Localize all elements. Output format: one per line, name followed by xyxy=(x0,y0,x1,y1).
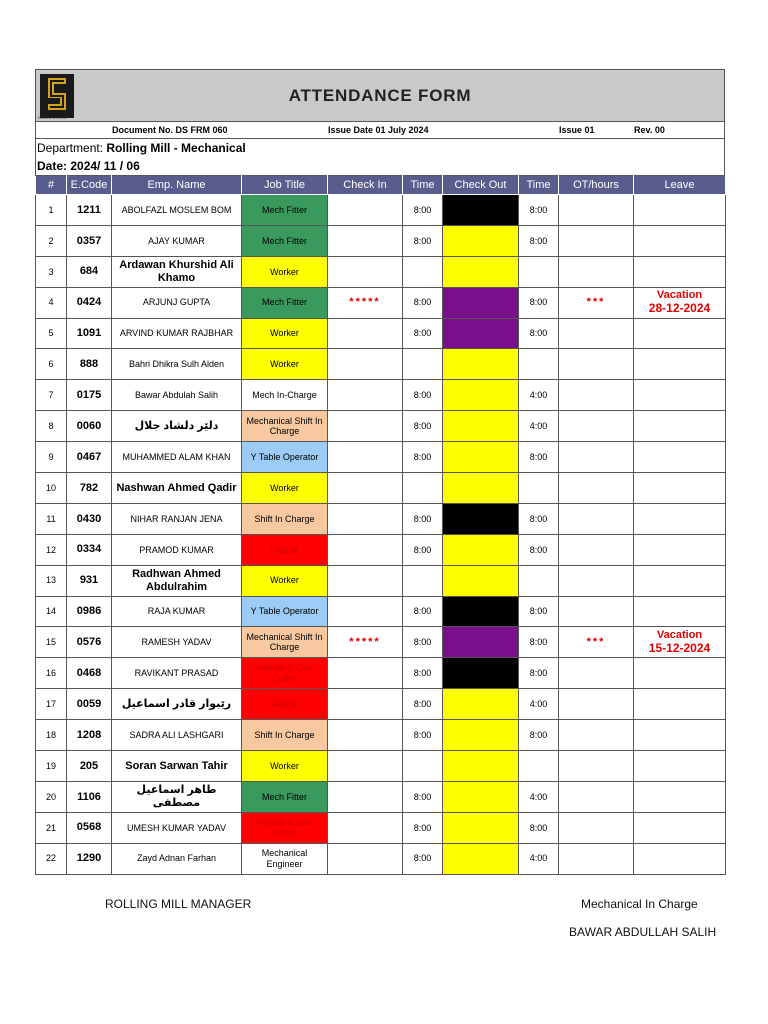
time-out: 4:00 xyxy=(519,843,559,874)
leave xyxy=(634,596,726,627)
table-row xyxy=(36,627,726,658)
time-in: 8:00 xyxy=(403,843,443,874)
time-out: 8:00 xyxy=(519,195,559,226)
table-body xyxy=(36,195,726,875)
time-out xyxy=(519,256,559,287)
time-out: 8:00 xyxy=(519,287,559,318)
time-out xyxy=(519,473,559,504)
time-in: 8:00 xyxy=(403,225,443,256)
table-header-row xyxy=(36,176,726,195)
row-number: 18 xyxy=(36,720,67,751)
table-row xyxy=(36,751,726,782)
employee-name: ARVIND KUMAR RAJBHAR xyxy=(112,318,242,349)
row-number: 4 xyxy=(36,287,67,318)
table-row xyxy=(36,225,726,256)
time-in: 8:00 xyxy=(403,380,443,411)
employee-name: ABOLFAZL MOSLEM BOM xyxy=(112,195,242,226)
employee-code: 0568 xyxy=(67,812,112,843)
job-title: Welder xyxy=(242,689,328,720)
table-row xyxy=(36,287,726,318)
time-in: 8:00 xyxy=(403,442,443,473)
ot-hours xyxy=(559,195,634,226)
leave xyxy=(634,287,726,318)
ot-hours xyxy=(559,442,634,473)
employee-name: Ardawan Khurshid Ali Khamo xyxy=(112,256,242,287)
time-out: 8:00 xyxy=(519,720,559,751)
time-out: 8:00 xyxy=(519,534,559,565)
time-in: 8:00 xyxy=(403,411,443,442)
check-in xyxy=(328,720,403,751)
check-in xyxy=(328,256,403,287)
employee-code: 1290 xyxy=(67,843,112,874)
leave xyxy=(634,195,726,226)
check-in xyxy=(328,195,403,226)
check-out xyxy=(443,751,519,782)
job-title: Welder xyxy=(242,534,328,565)
check-in: ***** xyxy=(328,627,403,658)
time-in: 8:00 xyxy=(403,658,443,689)
job-title: Welder & Gas Cutter xyxy=(242,658,328,689)
employee-code: 1208 xyxy=(67,720,112,751)
check-in xyxy=(328,442,403,473)
time-out xyxy=(519,751,559,782)
ot-hours xyxy=(559,751,634,782)
employee-name: Nashwan Ahmed Qadir xyxy=(112,473,242,504)
table-row xyxy=(36,720,726,751)
check-out xyxy=(443,843,519,874)
time-out xyxy=(519,349,559,380)
time-in: 8:00 xyxy=(403,503,443,534)
job-title: Worker xyxy=(242,349,328,380)
time-out: 8:00 xyxy=(519,627,559,658)
table-row xyxy=(36,349,726,380)
leave xyxy=(634,225,726,256)
leave xyxy=(634,843,726,874)
leave xyxy=(634,473,726,504)
employee-code: 0060 xyxy=(67,411,112,442)
col-header-number: # xyxy=(36,176,67,195)
check-out xyxy=(443,781,519,812)
leave xyxy=(634,658,726,689)
col-header-ecode: E.Code xyxy=(67,176,112,195)
time-out: 4:00 xyxy=(519,380,559,411)
ot-hours xyxy=(559,781,634,812)
ot-hours xyxy=(559,534,634,565)
time-out: 4:00 xyxy=(519,411,559,442)
ot-hours: *** xyxy=(559,287,634,318)
check-in xyxy=(328,411,403,442)
time-in: 8:00 xyxy=(403,781,443,812)
row-number: 12 xyxy=(36,534,67,565)
employee-code: 1211 xyxy=(67,195,112,226)
row-number: 13 xyxy=(36,565,67,596)
time-out xyxy=(519,565,559,596)
issue-number: Issue 01 xyxy=(559,125,595,135)
table-row xyxy=(36,812,726,843)
time-out: 8:00 xyxy=(519,318,559,349)
job-title: Mechanical Shift In Charge xyxy=(242,627,328,658)
check-out xyxy=(443,596,519,627)
ot-hours xyxy=(559,720,634,751)
leave-date: 28-12-2024 xyxy=(648,301,711,316)
table-row xyxy=(36,534,726,565)
check-out xyxy=(443,442,519,473)
date-row: Date: 2024/ 11 / 06 xyxy=(35,157,725,175)
mechanical-in-charge-title: Mechanical In Charge xyxy=(581,897,698,911)
employee-name: NIHAR RANJAN JENA xyxy=(112,503,242,534)
employee-code: 0334 xyxy=(67,534,112,565)
leave xyxy=(634,534,726,565)
ot-hours xyxy=(559,411,634,442)
time-in: 8:00 xyxy=(403,720,443,751)
row-number: 19 xyxy=(36,751,67,782)
check-in xyxy=(328,843,403,874)
time-in xyxy=(403,256,443,287)
check-out xyxy=(443,503,519,534)
job-title: Mechanical Engineer xyxy=(242,843,328,874)
employee-code: 0430 xyxy=(67,503,112,534)
time-in: 8:00 xyxy=(403,287,443,318)
col-header-emp-name: Emp. Name xyxy=(112,176,242,195)
employee-code: 0468 xyxy=(67,658,112,689)
ot-hours xyxy=(559,349,634,380)
check-out xyxy=(443,565,519,596)
check-in xyxy=(328,781,403,812)
job-title: Worker xyxy=(242,751,328,782)
time-in xyxy=(403,751,443,782)
check-in xyxy=(328,318,403,349)
table-row xyxy=(36,195,726,226)
table-row xyxy=(36,843,726,874)
table-row xyxy=(36,658,726,689)
table-row xyxy=(36,411,726,442)
leave xyxy=(634,751,726,782)
row-number: 3 xyxy=(36,256,67,287)
time-in xyxy=(403,349,443,380)
row-number: 6 xyxy=(36,349,67,380)
time-out: 8:00 xyxy=(519,503,559,534)
row-number: 21 xyxy=(36,812,67,843)
time-out: 8:00 xyxy=(519,812,559,843)
table-row xyxy=(36,256,726,287)
time-in xyxy=(403,565,443,596)
time-out: 4:00 xyxy=(519,689,559,720)
employee-code: 0576 xyxy=(67,627,112,658)
employee-code: 0175 xyxy=(67,380,112,411)
leave xyxy=(634,256,726,287)
table-row xyxy=(36,596,726,627)
department-value: Rolling Mill - Mechanical xyxy=(106,141,246,155)
employee-name: ARJUNJ GUPTA xyxy=(112,287,242,318)
ot-hours xyxy=(559,473,634,504)
check-in xyxy=(328,503,403,534)
check-in xyxy=(328,225,403,256)
check-in xyxy=(328,596,403,627)
row-number: 15 xyxy=(36,627,67,658)
employee-code: 0424 xyxy=(67,287,112,318)
form-title: ATTENDANCE FORM xyxy=(288,86,472,105)
leave xyxy=(634,812,726,843)
employee-name: RAVIKANT PRASAD xyxy=(112,658,242,689)
employee-name: MUHAMMED ALAM KHAN xyxy=(112,442,242,473)
employee-name: طاهر اسماعیل مصطفى xyxy=(112,781,242,812)
document-info-row xyxy=(35,122,725,139)
leave xyxy=(634,442,726,473)
employee-code: 782 xyxy=(67,473,112,504)
check-out xyxy=(443,287,519,318)
col-header-time-in: Time xyxy=(403,176,443,195)
employee-name: دلێر دلشاد جلال xyxy=(112,411,242,442)
job-title: Shift In Charge xyxy=(242,720,328,751)
check-out xyxy=(443,411,519,442)
check-out xyxy=(443,812,519,843)
time-in: 8:00 xyxy=(403,195,443,226)
job-title: Worker xyxy=(242,473,328,504)
check-out xyxy=(443,658,519,689)
table-row xyxy=(36,781,726,812)
employee-code: 0467 xyxy=(67,442,112,473)
time-in: 8:00 xyxy=(403,812,443,843)
time-in xyxy=(403,473,443,504)
ot-hours xyxy=(559,596,634,627)
table-row xyxy=(36,318,726,349)
ot-hours xyxy=(559,256,634,287)
document-number: Document No. DS FRM 060 xyxy=(112,125,228,135)
leave xyxy=(634,627,726,658)
revision: Rev. 00 xyxy=(634,125,665,135)
leave-type: Vacation xyxy=(656,289,703,302)
employee-code: 205 xyxy=(67,751,112,782)
ot-hours: *** xyxy=(559,627,634,658)
job-title: Worker xyxy=(242,565,328,596)
leave xyxy=(634,565,726,596)
employee-code: 888 xyxy=(67,349,112,380)
employee-name: Bahri Dhikra Sulh Alden xyxy=(112,349,242,380)
employee-name: Soran Sarwan Tahir xyxy=(112,751,242,782)
mechanical-in-charge-name: BAWAR ABDULLAH SALIH xyxy=(569,925,717,939)
employee-name: Bawar Abdulah Salih xyxy=(112,380,242,411)
check-in xyxy=(328,751,403,782)
check-out xyxy=(443,318,519,349)
ot-hours xyxy=(559,565,634,596)
job-title: Y Table Operator xyxy=(242,442,328,473)
job-title: Shift In Charge xyxy=(242,503,328,534)
table-row xyxy=(36,380,726,411)
col-header-time-out: Time xyxy=(519,176,559,195)
check-out xyxy=(443,380,519,411)
rolling-mill-manager-signature-label: ROLLING MILL MANAGER xyxy=(105,897,252,911)
time-in: 8:00 xyxy=(403,596,443,627)
table-row xyxy=(36,565,726,596)
leave xyxy=(634,349,726,380)
check-out xyxy=(443,473,519,504)
col-header-job-title: Job Title xyxy=(242,176,328,195)
employee-code: 684 xyxy=(67,256,112,287)
time-out: 8:00 xyxy=(519,596,559,627)
row-number: 7 xyxy=(36,380,67,411)
time-in: 8:00 xyxy=(403,534,443,565)
row-number: 14 xyxy=(36,596,67,627)
job-title: Mech Fitter xyxy=(242,225,328,256)
row-number: 2 xyxy=(36,225,67,256)
check-in xyxy=(328,565,403,596)
check-in xyxy=(328,380,403,411)
leave xyxy=(634,318,726,349)
check-in xyxy=(328,534,403,565)
employee-name: رێبوار قادر اسماعیل xyxy=(112,689,242,720)
row-number: 22 xyxy=(36,843,67,874)
check-out xyxy=(443,349,519,380)
ot-hours xyxy=(559,225,634,256)
department-label: Department: xyxy=(37,141,107,155)
logo-text: DARIN STEEL xyxy=(38,115,67,120)
leave xyxy=(634,411,726,442)
col-header-check-out: Check Out xyxy=(443,176,519,195)
attendance-table xyxy=(35,175,726,875)
employee-name: AJAY KUMAR xyxy=(112,225,242,256)
check-in xyxy=(328,689,403,720)
leave xyxy=(634,380,726,411)
employee-name: Radhwan Ahmed Abdulrahim xyxy=(112,565,242,596)
employee-name: SADRA ALI LASHGARI xyxy=(112,720,242,751)
leave xyxy=(634,503,726,534)
employee-code: 931 xyxy=(67,565,112,596)
employee-name: UMESH KUMAR YADAV xyxy=(112,812,242,843)
row-number: 10 xyxy=(36,473,67,504)
leave xyxy=(634,781,726,812)
row-number: 9 xyxy=(36,442,67,473)
table-row xyxy=(36,689,726,720)
ot-hours xyxy=(559,689,634,720)
check-in: ***** xyxy=(328,287,403,318)
leave-date: 15-12-2024 xyxy=(648,640,711,655)
row-number: 17 xyxy=(36,689,67,720)
job-title: Worker xyxy=(242,256,328,287)
check-out xyxy=(443,225,519,256)
table-row xyxy=(36,473,726,504)
employee-code: 1091 xyxy=(67,318,112,349)
issue-date: Issue Date 01 July 2024 xyxy=(328,125,429,135)
employee-name: Zayd Adnan Farhan xyxy=(112,843,242,874)
time-out: 8:00 xyxy=(519,442,559,473)
leave-type: Vacation xyxy=(656,629,703,642)
employee-name: RAMESH YADAV xyxy=(112,627,242,658)
ot-hours xyxy=(559,658,634,689)
time-in: 8:00 xyxy=(403,627,443,658)
row-number: 16 xyxy=(36,658,67,689)
check-out xyxy=(443,720,519,751)
check-out xyxy=(443,256,519,287)
employee-name: RAJA KUMAR xyxy=(112,596,242,627)
employee-code: 0986 xyxy=(67,596,112,627)
job-title: Y Table Operator xyxy=(242,596,328,627)
employee-name: PRAMOD KUMAR xyxy=(112,534,242,565)
attendance-sheet xyxy=(35,69,725,875)
job-title: Mechanical Shift In Charge xyxy=(242,411,328,442)
form-header xyxy=(35,69,725,122)
check-out xyxy=(443,195,519,226)
job-title: Welder & Gas Cutter xyxy=(242,812,328,843)
col-header-check-in: Check In xyxy=(328,176,403,195)
employee-code: 0357 xyxy=(67,225,112,256)
leave xyxy=(634,720,726,751)
leave xyxy=(634,689,726,720)
job-title: Mech Fitter xyxy=(242,195,328,226)
table-row xyxy=(36,503,726,534)
check-out xyxy=(443,627,519,658)
employee-code: 0059 xyxy=(67,689,112,720)
time-in: 8:00 xyxy=(403,689,443,720)
col-header-ot-hours: OT/hours xyxy=(559,176,634,195)
department-row xyxy=(35,139,725,157)
ot-hours xyxy=(559,380,634,411)
ot-hours xyxy=(559,318,634,349)
table-row xyxy=(36,442,726,473)
ot-hours xyxy=(559,503,634,534)
check-in xyxy=(328,812,403,843)
ot-hours xyxy=(559,812,634,843)
employee-code: 1106 xyxy=(67,781,112,812)
row-number: 20 xyxy=(36,781,67,812)
row-number: 11 xyxy=(36,503,67,534)
check-in xyxy=(328,658,403,689)
row-number: 1 xyxy=(36,195,67,226)
job-title: Mech Fitter xyxy=(242,781,328,812)
col-header-leave: Leave xyxy=(634,176,726,195)
ot-hours xyxy=(559,843,634,874)
check-out xyxy=(443,534,519,565)
time-out: 8:00 xyxy=(519,225,559,256)
row-number: 5 xyxy=(36,318,67,349)
time-out: 8:00 xyxy=(519,658,559,689)
time-in: 8:00 xyxy=(403,318,443,349)
job-title: Mech In-Charge xyxy=(242,380,328,411)
check-in xyxy=(328,473,403,504)
check-out xyxy=(443,689,519,720)
time-out: 4:00 xyxy=(519,781,559,812)
check-in xyxy=(328,349,403,380)
job-title: Mech Fitter xyxy=(242,287,328,318)
row-number: 8 xyxy=(36,411,67,442)
job-title: Worker xyxy=(242,318,328,349)
